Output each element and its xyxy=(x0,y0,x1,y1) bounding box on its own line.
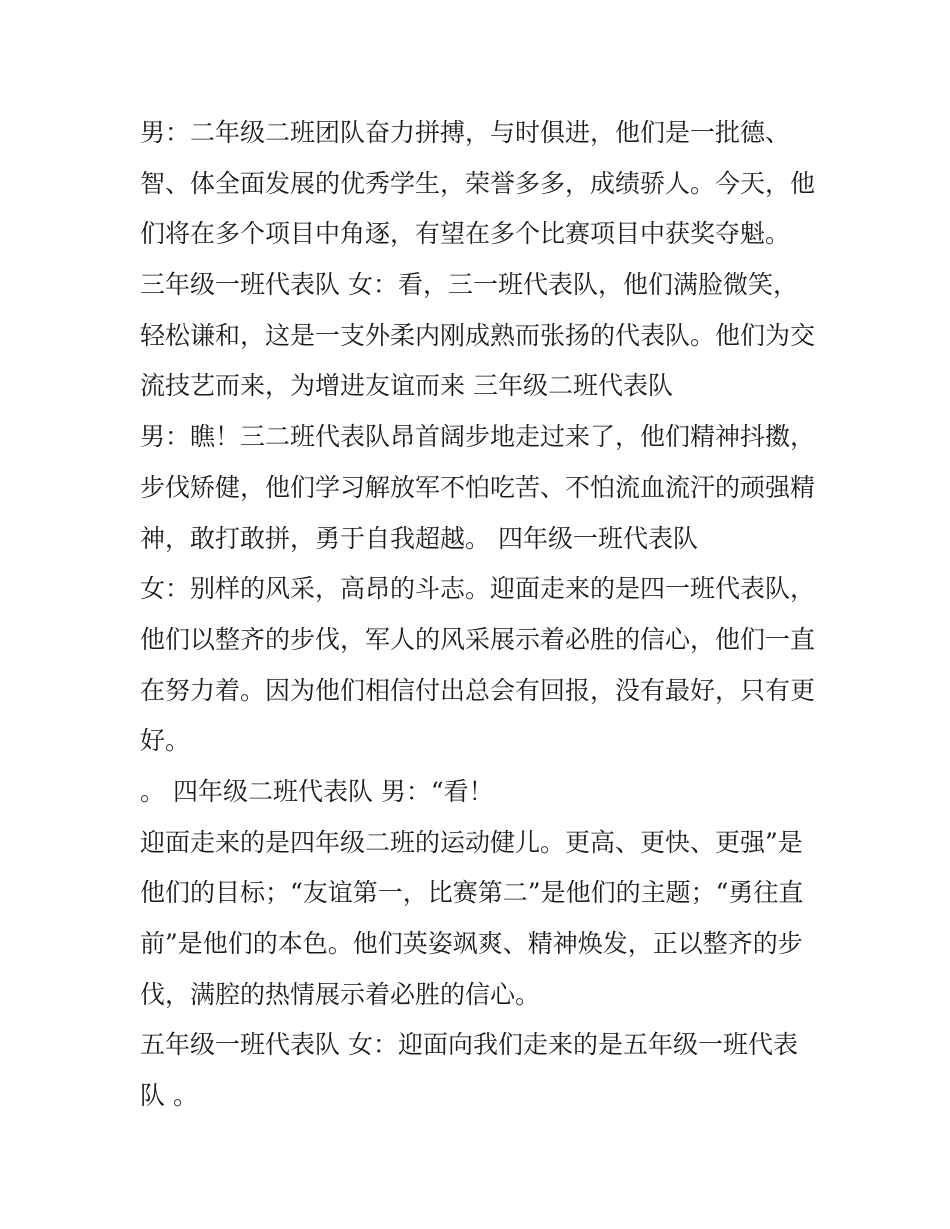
text-line: 迎面走来的是四年级二班的运动健儿。更高、更快、更强”是 xyxy=(140,827,803,857)
text-line: 五年级一班代表队 女：迎面向我们走来的是五年级一班代表 xyxy=(140,1030,798,1060)
text-line: 步伐矫健，他们学习解放军不怕吃苦、不怕流血流汗的顽强精 xyxy=(140,472,816,502)
text-line: 。 四年级二班代表队 男：“看！ xyxy=(140,776,494,806)
text-line: 他们以整齐的步伐，军人的风采展示着必胜的信心，他们一直 xyxy=(140,624,816,654)
text-line: 在努力着。因为他们相信付出总会有回报，没有最好，只有更 xyxy=(140,675,816,705)
text-line: 智、体全面发展的优秀学生，荣誉多多，成绩骄人。今天，他 xyxy=(140,168,816,198)
document-body xyxy=(140,108,830,1122)
text-line: 流技艺而来，为增进友谊而来 三年级二班代表队 xyxy=(140,371,673,401)
text-line: 神，敢打敢拼，勇于自我超越。 四年级一班代表队 xyxy=(140,523,698,553)
text-line: 队 。 xyxy=(140,1081,198,1111)
text-line: 好。 xyxy=(140,726,191,756)
text-line: 轻松谦和，这是一支外柔内刚成熟而张扬的代表队。他们为交 xyxy=(140,320,816,350)
text-line: 男：二年级二班团队奋力拼搏，与时俱进，他们是一批德、 xyxy=(140,118,791,147)
text-line: 他们的目标；“友谊第一，比赛第二”是他们的主题；“勇往直 xyxy=(140,878,804,908)
text-line: 男：瞧！三二班代表队昂首阔步地走过来了，他们精神抖擞， xyxy=(140,422,816,452)
text-line: 三年级一班代表队 女：看，三一班代表队，他们满脸微笑， xyxy=(140,270,798,300)
text-line: 前”是他们的本色。他们英姿飒爽、精神焕发，正以整齐的步 xyxy=(140,929,803,958)
text-line: 女：别样的风采，高昂的斗志。迎面走来的是四一班代表队， xyxy=(140,574,816,604)
text-line: 伐，满腔的热情展示着必胜的信心。 xyxy=(140,979,541,1009)
text-line: 们将在多个项目中角逐，有望在多个比赛项目中获奖夺魁。 xyxy=(140,219,791,249)
